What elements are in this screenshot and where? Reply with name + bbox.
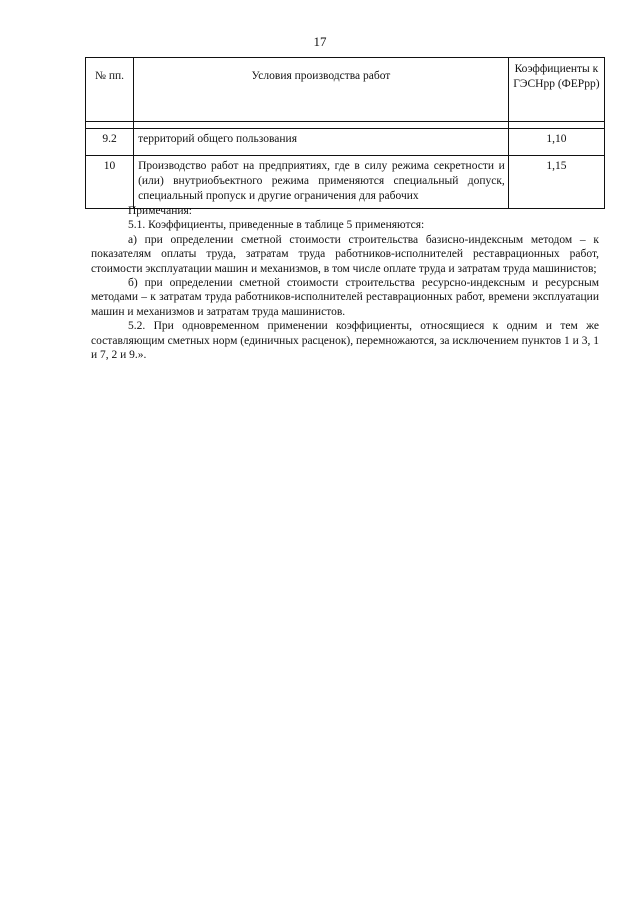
notes-title: Примечания: (128, 205, 192, 217)
row-num: 9.2 (86, 129, 134, 156)
notes-section (91, 204, 599, 362)
table-gap-row (86, 122, 605, 129)
table-row (86, 156, 605, 209)
row-num: 10 (86, 156, 134, 209)
table-header-row (86, 58, 605, 122)
row-coefficient: 1,10 (508, 129, 604, 156)
header-num: № пп. (86, 58, 134, 122)
note-item-b: б) при определении сметной стоимости строительства ресурсно-индексным и ресурсным методами – к затратам труда работников-исполнителей реставрационных работ, времени эксплуатации машин и механизмов и затратам труда машинистов. (91, 277, 599, 318)
note-item-a: а) при определении сметной стоимости строительства базисно-индексным методом – к показателям оплаты труда, затратам труда работников-исполнителей реставрационных работ, стоимости эксплуатации машин и механизмов, в том числе оплате труда и затратам труда машинистов; (91, 233, 599, 275)
header-coefficient: Коэффициенты к ГЭСНрр (ФЕРрр) (508, 58, 604, 122)
row-coefficient: 1,15 (508, 156, 604, 209)
row-conditions: Производство работ на предприятиях, где в силу режима секретности и (или) внутриобъектного режима применяются специальный допуск, специальный пропуск и другие ограничения для рабочих (134, 156, 509, 209)
row-conditions: территорий общего пользования (134, 129, 509, 156)
header-conditions: Условия производства работ (134, 58, 509, 122)
table-row (86, 129, 605, 156)
coefficients-table (85, 57, 605, 209)
note-5-1: 5.1. Коэффициенты, приведенные в таблице 5 применяются: (128, 219, 425, 232)
page-number: 17 (313, 34, 327, 49)
note-5-2: 5.2. При одновременном применении коэффициенты, относящиеся к одним и тем же составляющим сметных норм (единичных расценок), перемножаются, за исключением пунктов 1 и 3, 1 и 7, 2 и 9.». (91, 320, 599, 362)
